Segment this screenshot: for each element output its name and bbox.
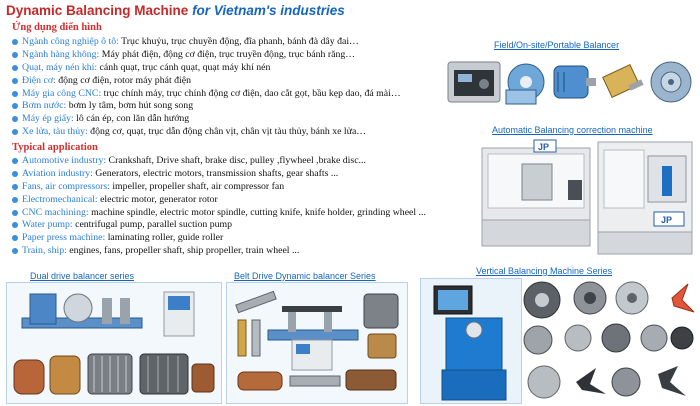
list-item: Water pump: centrifugal pump, parallel suction pump [10, 219, 426, 232]
rotor-parts-image [14, 354, 214, 394]
bullet-icon [12, 210, 18, 216]
disc-parts-image [524, 282, 694, 398]
caption-vertical: Vertical Balancing Machine Series [476, 266, 613, 276]
title-sub: for Vietnam's industries [188, 3, 345, 18]
list-item: Paper press machine: laminating roller, guide roller [10, 232, 426, 245]
caption-dual-drive: Dual drive balancer series [30, 271, 135, 281]
bullet-icon [12, 171, 18, 177]
auto-machine-left-image [482, 140, 590, 246]
bullet-icon [12, 78, 18, 84]
vertical-machine-photos [420, 278, 698, 404]
bullet-icon [12, 158, 18, 164]
caption-field-balancer: Field/On-site/Portable Balancer [494, 40, 620, 50]
auto-machine-right-image [598, 142, 692, 254]
bullet-icon [12, 65, 18, 71]
list-item: Xe lửa, tàu thủy: động cơ, quạt, trục dẫn động chân vịt, chân vịt tàu thủy, bánh xe lửa… [10, 126, 401, 139]
page-title [6, 3, 345, 18]
list-item: Train, ship: engines, fans, propeller shaft, ship propeller, train wheel ... [10, 245, 426, 258]
bullet-icon [12, 184, 18, 190]
caption-auto-machine: Automatic Balancing correction machine [492, 125, 653, 135]
bullet-icon [12, 222, 18, 228]
list-item: Aviation industry: Generators, electric motors, transmission shafts, gear shafts ... [10, 168, 426, 181]
machine-logo: JP [661, 215, 673, 225]
motor-image [554, 66, 596, 98]
list-item: Automotive industry: Crankshaft, Drive shaft, brake disc, pulley ,flywheel ,brake disc... [10, 155, 426, 168]
title-main: Dynamic Balancing Machine [6, 3, 189, 18]
bullet-icon [12, 116, 18, 122]
list-item: Electromechanical: electric motor, generator rotor [10, 194, 426, 207]
list-item: Bơm nước: bơm ly tâm, bơm hút song song [10, 100, 401, 113]
list-item: Quạt, máy nén khí: cánh quạt, trục cánh quạt, quạt máy khí nén [10, 62, 401, 75]
belt-drive-machine-image [268, 306, 358, 370]
bullet-icon [12, 39, 18, 45]
bullet-icon [12, 91, 18, 97]
caption-belt-drive: Belt Drive Dynamic balancer Series [234, 271, 376, 281]
list-item: Máy ép giấy: lô cán ép, con lăn dẫn hướng [10, 113, 401, 126]
belt-drive-photos [228, 284, 404, 400]
bullet-icon [12, 197, 18, 203]
vn-section-title: Ứng dụng điển hình [12, 22, 102, 33]
bullet-icon [12, 235, 18, 241]
blower-image [506, 64, 544, 104]
portable-balancer-photos [446, 52, 696, 114]
list-item: Fans, air compressors: impeller, propeller shaft, air compressor fan [10, 181, 426, 194]
bullet-icon [12, 129, 18, 135]
turbo-image [651, 62, 691, 102]
carry-case-image [448, 62, 500, 102]
spindle-image [603, 65, 644, 98]
list-item: Ngành công nghiệp ô tô: Trục khuỷu, trục chuyền động, đĩa phanh, bánh đà dây đai… [10, 36, 401, 49]
machine-logo: JP [538, 142, 550, 152]
en-section-title: Typical application [12, 142, 98, 153]
en-application-list [10, 155, 426, 258]
list-item: Ngành hàng không: Máy phát điện, động cơ điện, trục truyền động, trục bánh răng… [10, 49, 401, 62]
vn-application-list [10, 36, 401, 139]
list-item: Máy gia công CNC: trục chính máy, trục chính động cơ điện, dao cắt gọt, bầu kẹp dao, đá mài… [10, 88, 401, 101]
automatic-machine-photos [478, 136, 696, 262]
bullet-icon [12, 103, 18, 109]
dual-drive-machine-image [22, 292, 194, 336]
vertical-machine-image [434, 286, 506, 400]
dual-drive-photos [8, 284, 218, 400]
bullet-icon [12, 52, 18, 58]
list-item: CNC machining: machine spindle, electric motor spindle, cutting knife, knife holder, grinding wheel ... [10, 207, 426, 220]
bullet-icon [12, 248, 18, 254]
list-item: Điện cơ: động cơ điện, rotor máy phát điện [10, 75, 401, 88]
